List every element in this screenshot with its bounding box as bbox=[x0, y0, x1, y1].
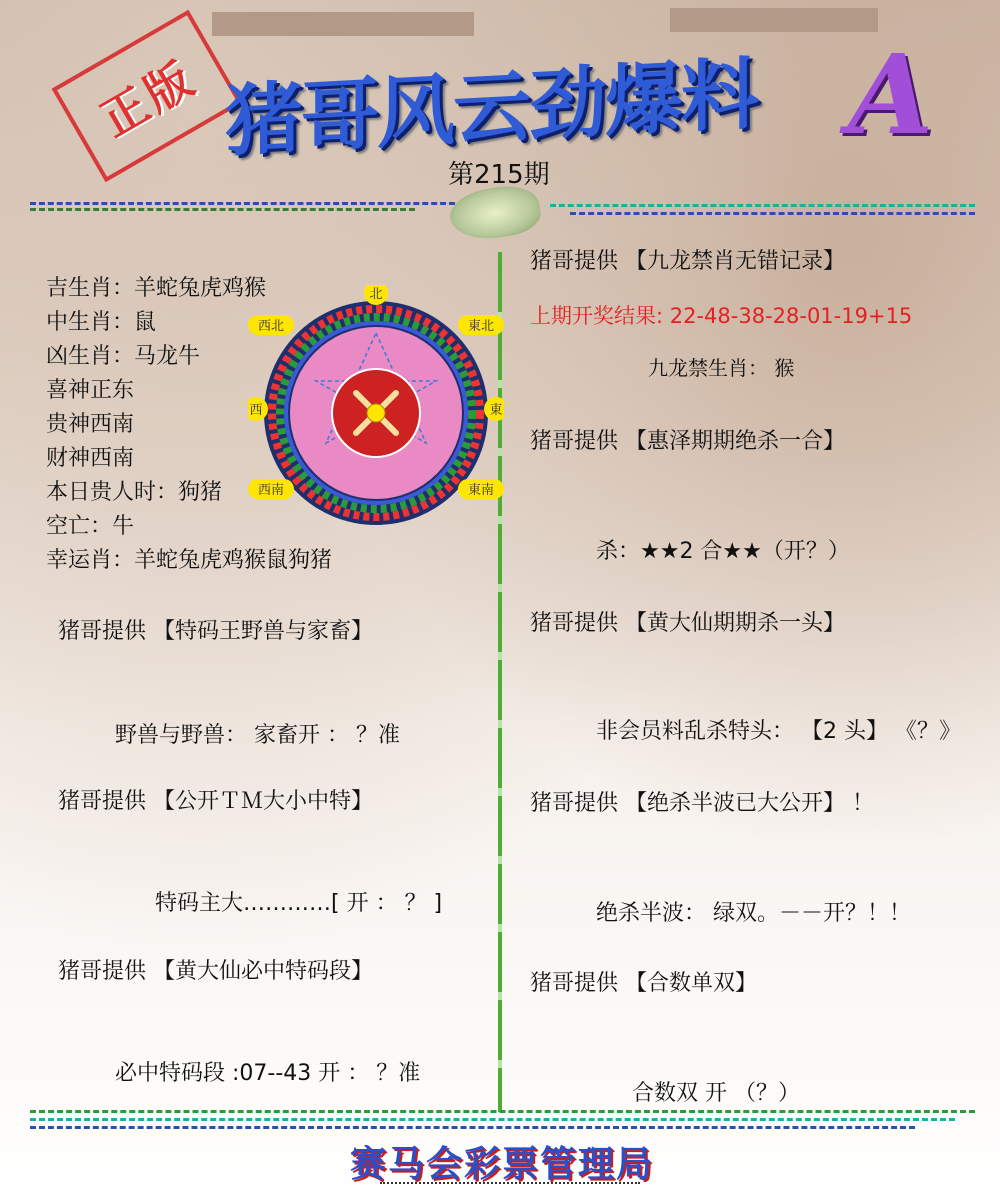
wheel-label-northeast: 東北 bbox=[467, 319, 495, 334]
section-heading-combo: 猪哥提供 【惠泽期期绝杀一合】 bbox=[530, 429, 845, 454]
section-heading-jiulong: 猪哥提供 【九龙禁肖无错记录】 bbox=[530, 249, 845, 274]
kill-wave-content: 绝杀半波： 绿双。－－开？！！ bbox=[596, 901, 911, 926]
wheel-label-east: 東 bbox=[489, 403, 503, 418]
footer-subline bbox=[380, 1182, 640, 1194]
section-heading-range: 猪哥提供 【黄大仙必中特码段】 bbox=[58, 959, 373, 984]
zodiac-info-item: 财神西南 bbox=[46, 446, 135, 471]
direction-wheel bbox=[248, 285, 504, 541]
title-letter-a: A bbox=[848, 30, 934, 159]
top-bar-right bbox=[670, 8, 878, 32]
section-heading-beast: 猪哥提供 【特码王野兽与家畜】 bbox=[58, 619, 373, 644]
zodiac-info-item: 中生肖：鼠 bbox=[46, 310, 157, 335]
zodiac-info-item: 幸运肖：羊蛇兔虎鸡猴鼠狗猪 bbox=[46, 548, 333, 573]
last-draw-result: 上期开奖结果: 22-48-38-28-01-19+15 bbox=[530, 304, 913, 328]
zodiac-info-item: 空亡：牛 bbox=[46, 514, 135, 539]
top-bar-left bbox=[212, 12, 474, 36]
section-content-range: 必中特码段 :07--43 开 ： ？准 bbox=[115, 1061, 421, 1086]
zodiac-info-item: 贵神西南 bbox=[46, 412, 135, 437]
issue-number: 第215期 bbox=[448, 160, 550, 190]
wheel-label-north: 北 bbox=[369, 287, 383, 302]
section-content-size: 特码主大…………[ 开 ： ？ ] bbox=[155, 891, 443, 916]
kill-combo-content: 杀：★★2 合★★（开？） bbox=[596, 539, 850, 564]
section-heading-odd-even: 猪哥提供 【合数单双】 bbox=[530, 971, 757, 996]
odd-even-content: 合数双 开 （？） bbox=[632, 1081, 800, 1106]
page-title: 猪哥风云劲爆料 bbox=[225, 48, 758, 168]
section-heading-size: 猪哥提供 【公开ＴＭ大小中特】 bbox=[58, 789, 373, 814]
zodiac-info-item: 吉生肖：羊蛇兔虎鸡猴 bbox=[46, 276, 267, 301]
wheel-label-southeast: 東南 bbox=[467, 483, 495, 498]
stamp-text: 正版 bbox=[91, 50, 206, 147]
bottom-divider bbox=[30, 1110, 975, 1130]
zodiac-info-item: 凶生肖：马龙牛 bbox=[46, 344, 201, 369]
section-heading-head: 猪哥提供 【黄大仙期期杀一头】 bbox=[530, 611, 845, 636]
wheel-label-northwest: 西北 bbox=[257, 319, 285, 334]
wheel-label-west: 西 bbox=[249, 403, 263, 418]
jiulong-forbidden-zodiac: 九龙禁生肖： 猴 bbox=[648, 356, 795, 380]
section-heading-wave: 猪哥提供 【绝杀半波已大公开】 ！ bbox=[530, 791, 874, 816]
footer-title: 赛马会彩票管理局 bbox=[350, 1143, 655, 1185]
zodiac-info-item: 本日贵人时：狗猪 bbox=[46, 480, 223, 505]
kill-head-content: 非会员料乱杀特头： 【2 头】 《？》 bbox=[596, 719, 961, 744]
wheel-label-southwest: 西南 bbox=[257, 483, 285, 498]
zodiac-info-item: 喜神正东 bbox=[46, 378, 135, 403]
section-content-beast: 野兽与野兽： 家畜开 ： ？准 bbox=[115, 723, 400, 748]
wheel-center-dot bbox=[367, 404, 385, 422]
